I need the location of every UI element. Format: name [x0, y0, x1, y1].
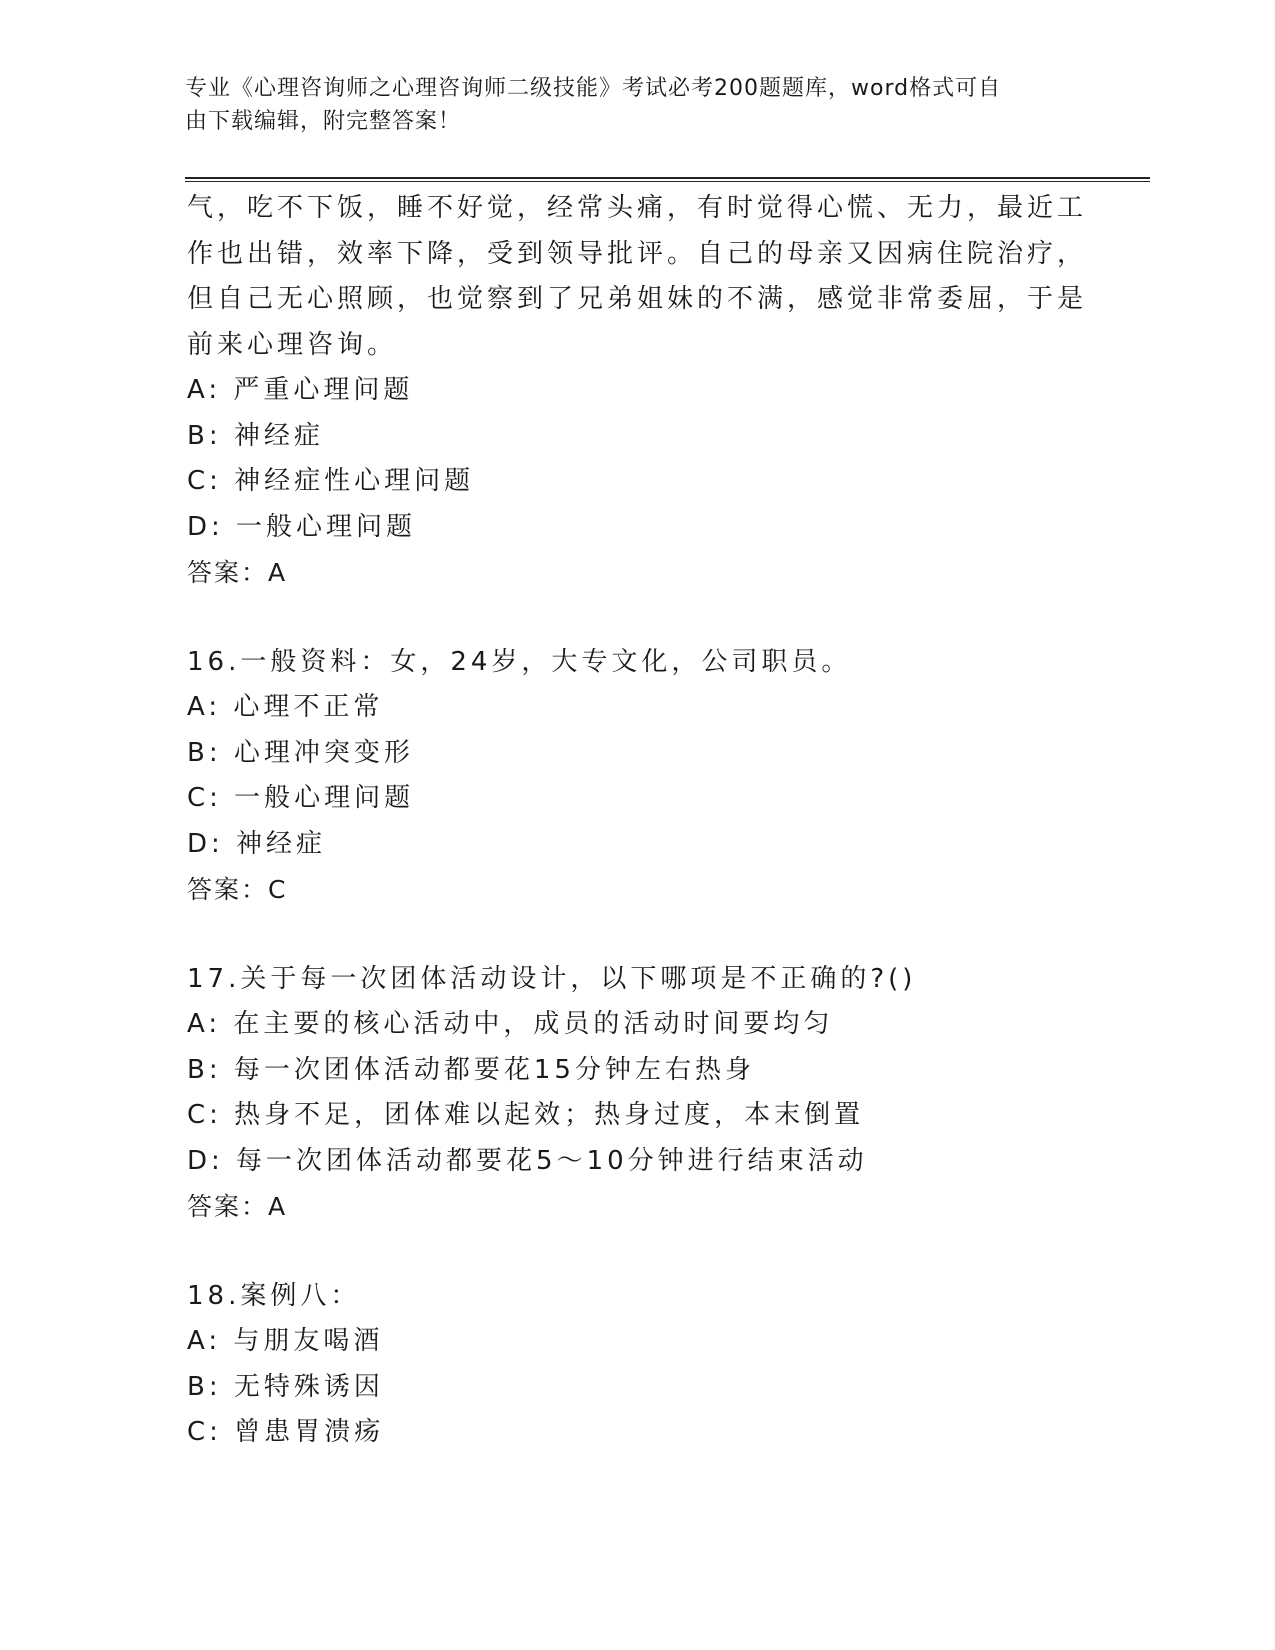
option-d: D: 每一次团体活动都要花5～10分钟进行结束活动	[187, 1145, 868, 1176]
option-c: C: 神经症性心理问题	[187, 466, 475, 496]
header-divider	[185, 177, 1150, 182]
option-c: C: 曾患胃溃疡	[187, 1417, 385, 1447]
option-b: B: 神经症	[187, 420, 324, 451]
option-a: A: 在主要的核心活动中，成员的活动时间要均匀	[187, 1009, 834, 1039]
option-a: A: 心理不正常	[187, 692, 384, 722]
question-18	[187, 1274, 1087, 1456]
answer-line: 答案：C	[187, 875, 288, 904]
option-a: A: 严重心理问题	[187, 375, 414, 405]
question-text-line: 气，吃不下饭，睡不好觉，经常头痛，有时觉得心慌、无力，最近工	[187, 193, 1088, 223]
answer-line: 答案：A	[187, 1192, 288, 1221]
spacer	[187, 1230, 1087, 1274]
option-c: C: 一般心理问题	[187, 783, 415, 813]
question-text-line: 但自己无心照顾，也觉察到了兄弟姐妹的不满，感觉非常委屈，于是	[187, 284, 1088, 314]
option-b: B: 心理冲突变形	[187, 737, 414, 768]
spacer	[187, 596, 1087, 640]
question-stem: 16.一般资料：女，24岁，大专文化，公司职员。	[187, 646, 852, 677]
question-text-line: 前来心理咨询。	[187, 329, 398, 360]
question-continued	[187, 186, 1087, 596]
question-16	[187, 640, 1087, 913]
option-b: B: 无特殊诱因	[187, 1371, 384, 1402]
spacer	[187, 913, 1087, 957]
header-line-2: 由下载编辑，附完整答案！	[185, 109, 462, 134]
option-d: D: 一般心理问题	[187, 511, 417, 542]
option-d: D: 神经症	[187, 828, 327, 859]
answer-line: 答案：A	[187, 558, 288, 587]
option-c: C: 热身不足，团体难以起效；热身过度，本末倒置	[187, 1100, 865, 1130]
question-17	[187, 957, 1087, 1230]
option-b: B: 每一次团体活动都要花15分钟左右热身	[187, 1054, 755, 1085]
page-header	[185, 72, 1065, 138]
header-line-1: 专业《心理咨询师之心理咨询师二级技能》考试必考200题题库，word格式可自	[185, 76, 1002, 101]
question-stem: 18.案例八：	[187, 1280, 361, 1311]
option-a: A: 与朋友喝酒	[187, 1326, 384, 1356]
question-stem: 17.关于每一次团体活动设计，以下哪项是不正确的?()	[187, 963, 917, 994]
question-list	[187, 186, 1087, 1456]
question-text-line: 作也出错，效率下降，受到领导批评。自己的母亲又因病住院治疗，	[187, 238, 1088, 269]
